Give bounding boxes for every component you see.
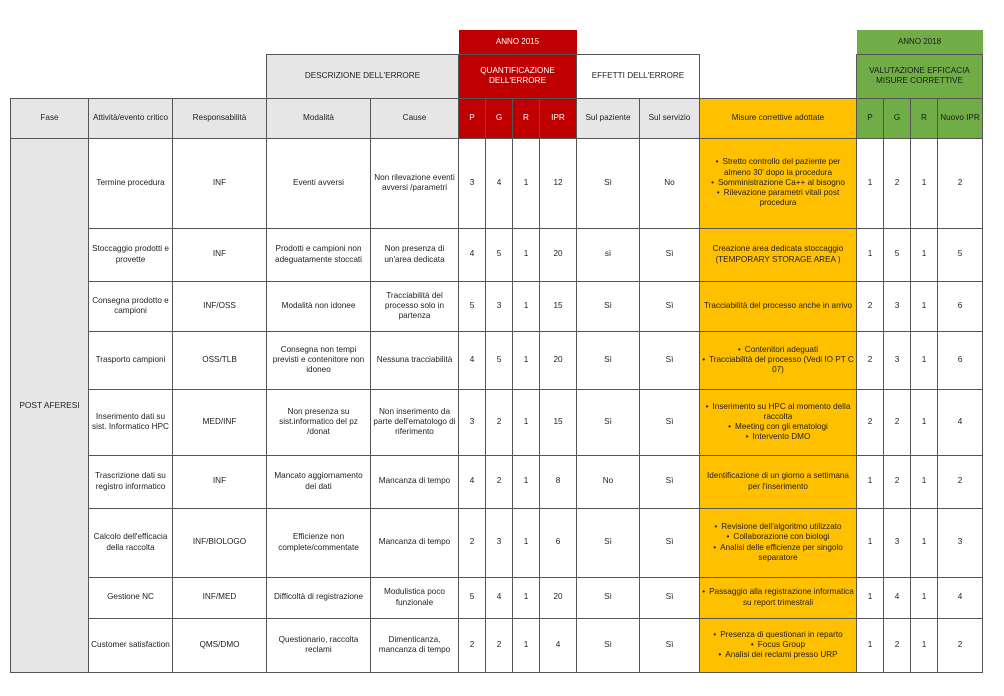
resp-cell: INF: [173, 228, 267, 281]
attivita-cell: Trascrizione dati su registro informatico: [89, 455, 173, 508]
g-cell: 3: [486, 281, 513, 331]
misure-item: • Collaborazione con biologi: [726, 532, 830, 542]
col-sul-paziente: Sul paziente: [577, 98, 640, 138]
misure-text: Inserimento su HPC al momento della raccolta: [712, 401, 851, 421]
ipr-cell: 20: [540, 331, 577, 389]
misure-item: • Contenitori adeguati: [737, 344, 819, 354]
quantificazione-errore-header: QUANTIFICAZIONE DELL'ERRORE: [459, 54, 577, 98]
ipr-cell: 6: [540, 508, 577, 577]
misure-list: [702, 587, 854, 608]
r2-cell: 1: [911, 228, 938, 281]
modalita-cell: Questionario, raccolta reclami: [267, 618, 371, 672]
g-cell: 2: [486, 389, 513, 455]
modalita-cell: Eventi avversi: [267, 138, 371, 228]
servizio-cell: Sì: [640, 618, 700, 672]
misure-text: Revisione dell'algoritmo utilizzato: [721, 522, 842, 531]
misure-text: Stretto controllo del paziente per almeno 30' dopo la procedura: [722, 157, 841, 177]
attivita-cell: Stoccaggio prodotti e provette: [89, 228, 173, 281]
servizio-cell: No: [640, 138, 700, 228]
col-ipr: IPR: [540, 98, 577, 138]
modalita-cell: Efficienze non complete/commentate: [267, 508, 371, 577]
p-cell: 4: [459, 331, 486, 389]
g2-cell: 3: [884, 281, 911, 331]
g-cell: 3: [486, 508, 513, 577]
paziente-cell: Sì: [577, 577, 640, 618]
misure-text: Passaggio alla registrazione informatica su report trimestrali: [709, 587, 854, 607]
misure-item: • Rilevazione parametri vitali post procedura: [716, 188, 840, 208]
attivita-cell: Trasporto campioni: [89, 331, 173, 389]
servizio-cell: Sì: [640, 389, 700, 455]
misure-list: [702, 345, 854, 376]
col-misure: Misure correttive adottate: [700, 98, 857, 138]
col-p2: P: [857, 98, 884, 138]
p2-cell: 2: [857, 389, 884, 455]
misure-text: Analisi delle efficienze per singolo separatore: [720, 542, 843, 562]
g-cell: 4: [486, 138, 513, 228]
g2-cell: 3: [884, 331, 911, 389]
effetti-errore-header: EFFETTI DELL'ERRORE: [577, 54, 700, 98]
misure-item: • Stretto controllo del paziente per almeno 30' dopo la procedura: [715, 157, 841, 177]
paziente-cell: sì: [577, 228, 640, 281]
ipr-cell: 15: [540, 281, 577, 331]
servizio-cell: Sì: [640, 331, 700, 389]
g-cell: 2: [486, 618, 513, 672]
misure-item: • Somministrazione Ca++ al bisogno: [711, 177, 845, 187]
cause-cell: Modulistica poco funzionale: [371, 577, 459, 618]
resp-cell: INF/BIOLOGO: [173, 508, 267, 577]
col-g2: G: [884, 98, 911, 138]
misure-text: Collaborazione con biologi: [733, 532, 830, 542]
modalita-cell: Prodotti e campioni non adeguatamente stoccati: [267, 228, 371, 281]
ipr-cell: 8: [540, 455, 577, 508]
misure-item: • Analisi dei reclami presso URP: [718, 650, 838, 660]
p-cell: 4: [459, 455, 486, 508]
resp-cell: INF/MED: [173, 577, 267, 618]
p2-cell: 1: [857, 618, 884, 672]
attivita-cell: Customer satisfaction: [89, 618, 173, 672]
nuovo-ipr-cell: 2: [938, 618, 983, 672]
r-cell: 1: [513, 389, 540, 455]
g2-cell: 2: [884, 618, 911, 672]
misure-cell: Identificazione di un giorno a settimana per l'inserimento: [700, 455, 857, 508]
misure-cell: [700, 389, 857, 455]
p2-cell: 1: [857, 455, 884, 508]
misure-item: • Revisione dell'algoritmo utilizzato: [714, 522, 842, 531]
misure-cell: Creazione area dedicata stoccaggio (TEMPORARY STORAGE AREA ): [700, 228, 857, 281]
ipr-cell: 15: [540, 389, 577, 455]
nuovo-ipr-cell: 4: [938, 577, 983, 618]
r-cell: 1: [513, 138, 540, 228]
col-nuovo-ipr: Nuovo IPR: [938, 98, 983, 138]
p2-cell: 1: [857, 508, 884, 577]
servizio-cell: Sì: [640, 455, 700, 508]
r2-cell: 1: [911, 577, 938, 618]
modalita-cell: Difficoltà di registrazione: [267, 577, 371, 618]
paziente-cell: Sì: [577, 389, 640, 455]
nuovo-ipr-cell: 6: [938, 281, 983, 331]
cause-cell: Non presenza di un'area dedicata: [371, 228, 459, 281]
resp-cell: INF: [173, 455, 267, 508]
col-r: R: [513, 98, 540, 138]
misure-item: • Inserimento su HPC al momento della raccolta: [705, 401, 851, 421]
nuovo-ipr-cell: 3: [938, 508, 983, 577]
r-cell: 1: [513, 331, 540, 389]
misure-cell: [700, 577, 857, 618]
misure-item: • Intervento DMO: [745, 432, 811, 442]
misure-cell: [700, 508, 857, 577]
attivita-cell: Consegna prodotto e campioni: [89, 281, 173, 331]
g-cell: 2: [486, 455, 513, 508]
col-cause: Cause: [371, 98, 459, 138]
col-modalita: Modalità: [267, 98, 371, 138]
col-r2: R: [911, 98, 938, 138]
g2-cell: 4: [884, 577, 911, 618]
ipr-cell: 20: [540, 228, 577, 281]
misure-text: Analisi dei reclami presso URP: [725, 650, 838, 660]
misure-text: Contenitori adeguati: [744, 344, 819, 354]
r2-cell: 1: [911, 618, 938, 672]
cause-cell: Tracciabilità del processo solo in partenza: [371, 281, 459, 331]
col-attivita: Attività/evento critico: [89, 98, 173, 138]
ipr-cell: 12: [540, 138, 577, 228]
g-cell: 5: [486, 228, 513, 281]
modalita-cell: Consegna non tempi previsti e contenitore non idoneo: [267, 331, 371, 389]
attivita-cell: Calcolo dell'efficacia della raccolta: [89, 508, 173, 577]
nuovo-ipr-cell: 5: [938, 228, 983, 281]
r2-cell: 1: [911, 331, 938, 389]
r-cell: 1: [513, 508, 540, 577]
r2-cell: 1: [911, 389, 938, 455]
cause-cell: Mancanza di tempo: [371, 455, 459, 508]
servizio-cell: Sì: [640, 281, 700, 331]
valutazione-efficacia-header: VALUTAZIONE EFFICACIA MISURE CORRETTIVE: [857, 54, 983, 98]
g2-cell: 2: [884, 389, 911, 455]
attivita-cell: Termine procedura: [89, 138, 173, 228]
fmea-table: [10, 30, 983, 673]
resp-cell: MED/INF: [173, 389, 267, 455]
anno-2015-header: ANNO 2015: [459, 30, 577, 54]
r2-cell: 1: [911, 508, 938, 577]
r-cell: 1: [513, 577, 540, 618]
p-cell: 5: [459, 281, 486, 331]
p-cell: 4: [459, 228, 486, 281]
misure-text: Rilevazione parametri vitali post procedura: [723, 188, 840, 208]
cause-cell: Non rilevazione eventi avversi /parametri: [371, 138, 459, 228]
p2-cell: 2: [857, 281, 884, 331]
g2-cell: 2: [884, 455, 911, 508]
servizio-cell: Sì: [640, 508, 700, 577]
misure-text: Tracciabilità del processo (Vedi IO PT C 07): [709, 354, 854, 375]
resp-cell: INF/OSS: [173, 281, 267, 331]
col-p: P: [459, 98, 486, 138]
col-sul-servizio: Sul servizio: [640, 98, 700, 138]
misure-text: Focus Group: [757, 639, 806, 649]
misure-cell: [700, 331, 857, 389]
p-cell: 2: [459, 618, 486, 672]
misure-text: Presenza di questionari in reparto: [720, 629, 843, 639]
r-cell: 1: [513, 228, 540, 281]
cause-cell: Dimenticanza, mancanza di tempo: [371, 618, 459, 672]
r-cell: 1: [513, 618, 540, 672]
paziente-cell: Sì: [577, 618, 640, 672]
p-cell: 5: [459, 577, 486, 618]
misure-item: • Focus Group: [750, 639, 806, 649]
nuovo-ipr-cell: 2: [938, 138, 983, 228]
fase-cell: POST AFERESI: [11, 138, 89, 672]
g2-cell: 5: [884, 228, 911, 281]
misure-cell: [700, 618, 857, 672]
p2-cell: 1: [857, 577, 884, 618]
g2-cell: 3: [884, 508, 911, 577]
misure-cell: Tracciabilità del processo anche in arrivo: [700, 281, 857, 331]
misure-item: • Tracciabilità del processo (Vedi IO PT C 07): [702, 354, 854, 375]
misure-text: Intervento DMO: [752, 432, 811, 442]
descrizione-errore-header: DESCRIZIONE DELL'ERRORE: [267, 54, 459, 98]
servizio-cell: Sì: [640, 577, 700, 618]
misure-item: • Presenza di questionari in reparto: [713, 629, 843, 639]
misure-list: [702, 630, 854, 661]
ipr-cell: 20: [540, 577, 577, 618]
p-cell: 2: [459, 508, 486, 577]
col-g: G: [486, 98, 513, 138]
p-cell: 3: [459, 138, 486, 228]
p2-cell: 2: [857, 331, 884, 389]
resp-cell: QMS/DMO: [173, 618, 267, 672]
anno-2018-header: ANNO 2018: [857, 30, 983, 54]
misure-text: Somministrazione Ca++ al bisogno: [717, 177, 845, 187]
modalita-cell: Mancato aggiornamento dei dati: [267, 455, 371, 508]
cause-cell: Non inserimento da parte dell'ematologo di riferimento: [371, 389, 459, 455]
misure-text: Meeting con gli ematologi: [735, 422, 828, 431]
paziente-cell: Sì: [577, 138, 640, 228]
misure-item: • Passaggio alla registrazione informatica su report trimestrali: [702, 587, 854, 607]
r-cell: 1: [513, 281, 540, 331]
col-responsabilita: Responsabilità: [173, 98, 267, 138]
nuovo-ipr-cell: 2: [938, 455, 983, 508]
resp-cell: OSS/TLB: [173, 331, 267, 389]
misure-list: [702, 402, 854, 443]
col-fase: Fase: [11, 98, 89, 138]
misure-list: [702, 157, 854, 208]
g2-cell: 2: [884, 138, 911, 228]
p-cell: 3: [459, 389, 486, 455]
nuovo-ipr-cell: 6: [938, 331, 983, 389]
r2-cell: 1: [911, 455, 938, 508]
r2-cell: 1: [911, 138, 938, 228]
resp-cell: INF: [173, 138, 267, 228]
paziente-cell: Sì: [577, 508, 640, 577]
p2-cell: 1: [857, 228, 884, 281]
g-cell: 4: [486, 577, 513, 618]
r-cell: 1: [513, 455, 540, 508]
modalita-cell: Non presenza su sist.informatico del pz /donat: [267, 389, 371, 455]
misure-item: • Meeting con gli ematologi: [728, 422, 828, 431]
p2-cell: 1: [857, 138, 884, 228]
misure-item: • Analisi delle efficienze per singolo separatore: [713, 542, 843, 562]
cause-cell: Mancanza di tempo: [371, 508, 459, 577]
misure-cell: [700, 138, 857, 228]
attivita-cell: Inserimento dati su sist. Informatico HPC: [89, 389, 173, 455]
misure-list: [702, 522, 854, 563]
cause-cell: Nessuna tracciabilità: [371, 331, 459, 389]
g-cell: 5: [486, 331, 513, 389]
servizio-cell: Sì: [640, 228, 700, 281]
r2-cell: 1: [911, 281, 938, 331]
attivita-cell: Gestione NC: [89, 577, 173, 618]
paziente-cell: No: [577, 455, 640, 508]
paziente-cell: Sì: [577, 331, 640, 389]
modalita-cell: Modalità non idonee: [267, 281, 371, 331]
nuovo-ipr-cell: 4: [938, 389, 983, 455]
paziente-cell: Sì: [577, 281, 640, 331]
ipr-cell: 4: [540, 618, 577, 672]
